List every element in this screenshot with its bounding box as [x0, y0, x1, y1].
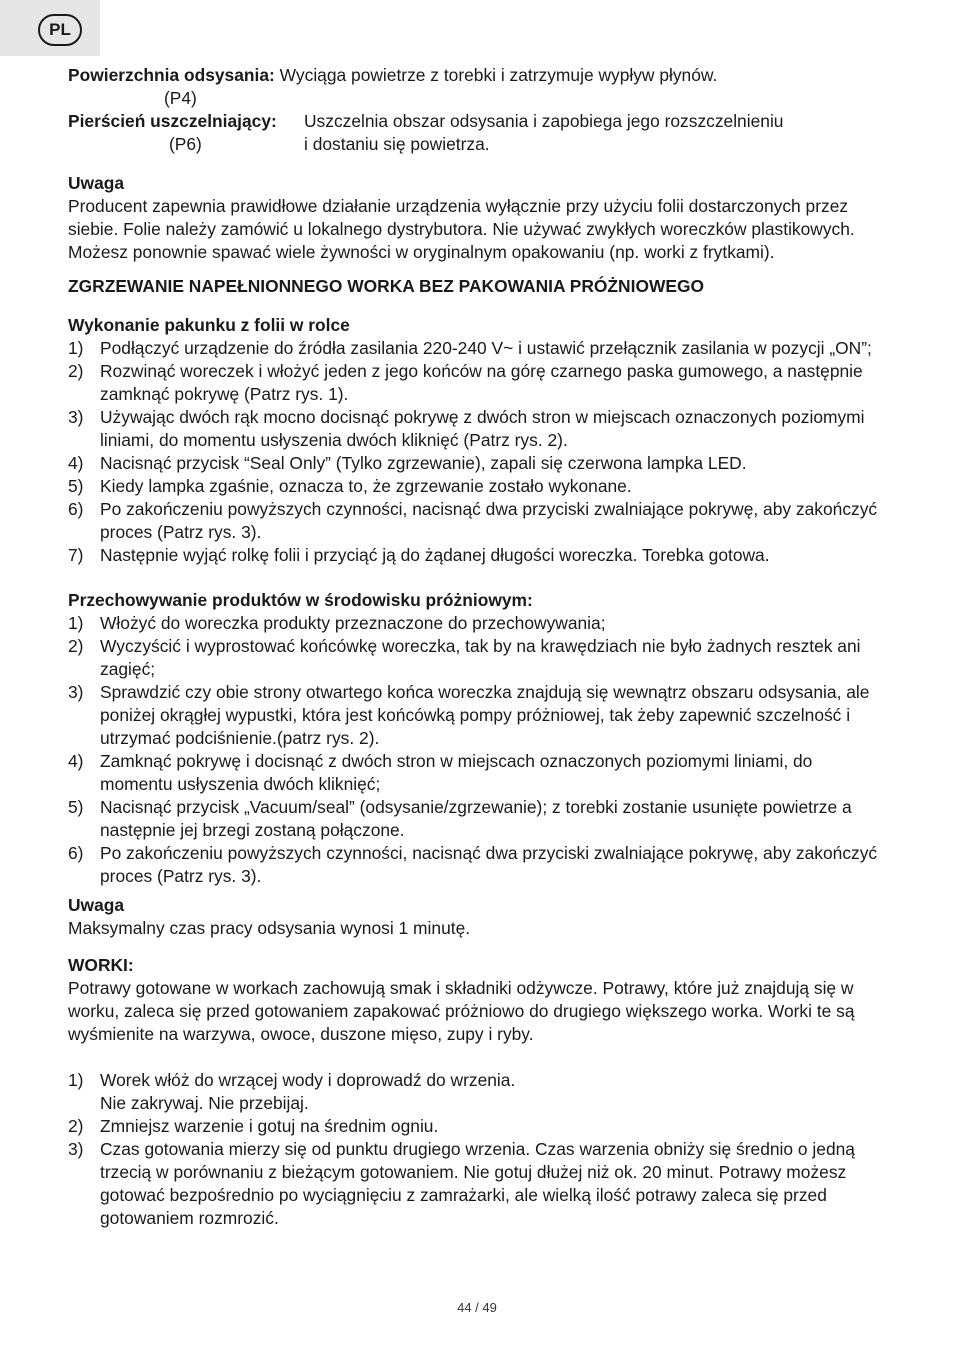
step-text: Następnie wyjąć rolkę folii i przyciąć ją do żądanej długości woreczka. Torebka gotowa. [100, 545, 770, 565]
list-item [68, 360, 888, 406]
worki-steps [68, 1069, 888, 1230]
vacuum-heading: Przechowywanie produktów w środowisku próżniowym: [68, 590, 533, 610]
definition-desc: Uszczelnia obszar odsysania i zapobiega jego rozszczelnieniu [304, 111, 784, 131]
step-text: Zmniejsz warzenie i gotuj na średnim ogniu. [100, 1116, 439, 1136]
vacuum-steps [68, 612, 888, 888]
definition-ref-row [68, 133, 888, 156]
step-number: 5) [68, 797, 84, 817]
step-number: 4) [68, 751, 84, 771]
step-text: Wyczyścić i wyprostować końcówkę woreczka, tak by na krawędziach nie było żadnych resztek ani zagięć; [100, 636, 861, 679]
note-heading: Uwaga [68, 895, 125, 915]
step-text: Podłączyć urządzenie do źródła zasilania 220-240 V~ i ustawić przełącznik zasilania w pozycji „ON”; [100, 338, 872, 358]
step-number: 1) [68, 613, 84, 633]
list-item [68, 612, 888, 635]
step-text: Rozwinąć woreczek i włożyć jeden z jego końców na górę czarnego paska gumowego, a następnie zamknąć pokrywę (Patrz rys. 1). [100, 361, 863, 404]
step-text: Po zakończeniu powyższych czynności, nacisnąć dwa przyciski zwalniające pokrywę, aby zakończyć proces (Patrz rys. 3). [100, 843, 878, 886]
step-number: 1) [68, 1070, 84, 1090]
step-number: 3) [68, 1139, 84, 1159]
list-item [68, 796, 888, 842]
step-text: Używając dwóch rąk mocno docisnąć pokrywę z dwóch stron w miejscach oznaczonych poziomymi liniami, do momentu usłyszenia dwóch kliknięć (Patrz rys. 2). [100, 407, 865, 450]
roll-steps [68, 337, 888, 567]
list-item [68, 544, 888, 567]
step-number: 3) [68, 682, 84, 702]
step-text: Włożyć do woreczka produkty przeznaczone do przechowywania; [100, 613, 606, 633]
step-text: Worek włóż do wrzącej wody i doprowadź do wrzenia. Nie zakrywaj. Nie przebijaj. [100, 1070, 516, 1113]
definition-sealing-ring [68, 110, 888, 133]
step-number: 6) [68, 843, 84, 863]
definition-ref: (P6) [169, 134, 202, 154]
step-text: Nacisnąć przycisk „Vacuum/seal” (odsysanie/zgrzewanie); z torebki zostanie usunięte powietrze a następnie jej brzegi zostaną połączone. [100, 797, 852, 840]
list-item [68, 337, 888, 360]
step-text: Czas gotowania mierzy się od punktu drugiego wrzenia. Czas warzenia obniży się średnio o jedną trzecią w porównaniu z bieżącym gotowaniem. Nie gotuj dłużej niż ok. 20 minut. Potrawy możesz gotować bezpośrednio po wyciągnięciu z zamrażarki, ale wielką ilość potrawy zaleca się przed gotowaniem rozmrozić. [100, 1139, 855, 1228]
list-item [68, 842, 888, 888]
page-content [68, 64, 888, 1230]
list-item [68, 452, 888, 475]
definition-term: Powierzchnia odsysania: [68, 65, 275, 85]
step-text: Nacisnąć przycisk “Seal Only” (Tylko zgrzewanie), zapali się czerwona lampka LED. [100, 453, 747, 473]
list-item [68, 498, 888, 544]
page-number: 44 / 49 [457, 1300, 497, 1315]
list-item [68, 1115, 888, 1138]
list-item [68, 681, 888, 750]
step-number: 5) [68, 476, 84, 496]
list-item [68, 635, 888, 681]
step-text: Zamknąć pokrywę i docisnąć z dwóch stron w miejscach oznaczonych poziomymi liniami, do momentu usłyszenia dwóch kliknięć; [100, 751, 813, 794]
language-tab [0, 0, 100, 56]
step-number: 4) [68, 453, 84, 473]
step-number: 2) [68, 636, 84, 656]
list-item [68, 406, 888, 452]
step-number: 1) [68, 338, 84, 358]
section-title: ZGRZEWANIE NAPEŁNIONNEGO WORKA BEZ PAKOWANIA PRÓŻNIOWEGO [68, 276, 705, 296]
step-text: Kiedy lampka zgaśnie, oznacza to, że zgrzewanie zostało wykonane. [100, 476, 632, 496]
worki-heading: WORKI: [68, 955, 134, 975]
step-number: 2) [68, 361, 84, 381]
language-badge: PL [38, 14, 82, 46]
worki-text: Potrawy gotowane w workach zachowują smak i składniki odżywcze. Potrawy, które już znajdują się w worku, zaleca się przed gotowaniem zapakować próżniowo do drugiego większego worka. Worki te są wyśmienite na warzywa, owoce, duszone mięso, zupy i ryby. [68, 978, 855, 1044]
step-number: 7) [68, 545, 84, 565]
list-item [68, 475, 888, 498]
definition-suction-area [68, 64, 888, 87]
step-text: Sprawdzić czy obie strony otwartego końca woreczka znajdują się wewnątrz obszaru odsysania, ale poniżej okrągłej wypustki, która jest końcówką pompy próżniowej, tak żeby zapewnić szczelność i utrzymać podciśnienie.(patrz rys. 2). [100, 682, 870, 748]
step-text: Po zakończeniu powyższych czynności, nacisnąć dwa przyciski zwalniające pokrywę, aby zakończyć proces (Patrz rys. 3). [100, 499, 878, 542]
note-heading: Uwaga [68, 173, 125, 193]
list-item [68, 1138, 888, 1230]
definition-ref: (P4) [164, 88, 197, 108]
roll-heading: Wykonanie pakunku z folii w rolce [68, 315, 350, 335]
definition-term: Pierścień uszczelniający: [68, 111, 277, 131]
definition-desc: Wyciąga powietrze z torebki i zatrzymuje wypływ płynów. [279, 65, 718, 85]
step-number: 3) [68, 407, 84, 427]
step-number: 2) [68, 1116, 84, 1136]
list-item [68, 750, 888, 796]
note-text: Producent zapewnia prawidłowe działanie urządzenia wyłącznie przy użyciu folii dostarczonych przez siebie. Folie należy zamówić u lokalnego dystrybutora. Nie używać zwykłych woreczków plastikowych. Możesz ponownie spawać wiele żywności w oryginalnym opakowaniu (np. worki z frytkami). [68, 196, 855, 262]
list-item [68, 1069, 888, 1115]
definition-desc-cont: i dostaniu się powietrza. [304, 134, 490, 154]
step-number: 6) [68, 499, 84, 519]
note-text: Maksymalny czas pracy odsysania wynosi 1 minutę. [68, 918, 471, 938]
